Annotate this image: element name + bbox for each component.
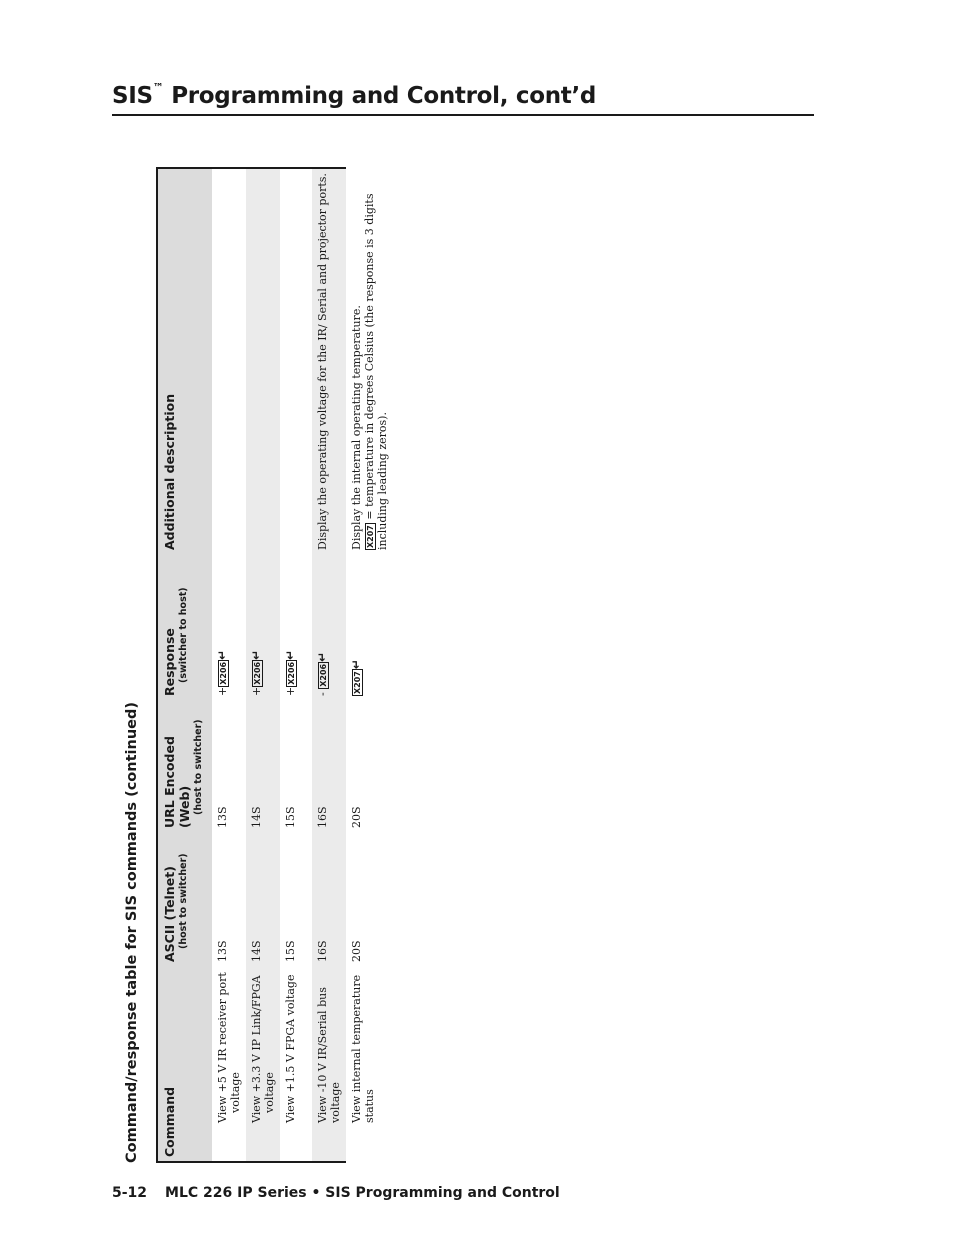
- cell-description: [280, 169, 312, 554]
- cell-ascii: 16S: [312, 832, 346, 966]
- table-caption: Command/response table for SIS commands (continued): [124, 702, 140, 1163]
- cell-response: +X206↵: [215, 649, 229, 696]
- cell-ascii: 13S: [216, 940, 229, 962]
- cell-description: Display the internal operating temperature. X207 = temperature in degrees Celsius (the response is 3 digits including leading zeros).: [350, 193, 389, 550]
- footer-text: MLC 226 IP Series • SIS Programming and Control: [165, 1185, 560, 1201]
- cell-response: - X206↵: [312, 554, 346, 700]
- cell-command: View +1.5 V FPGA voltage: [284, 974, 297, 1123]
- cell-ascii: 20S: [350, 940, 363, 962]
- variable-box: X207: [365, 525, 375, 548]
- cell-url: 20S: [350, 806, 363, 828]
- cell-response: [346, 554, 393, 700]
- cell-description: [212, 169, 246, 554]
- table-header-row: [158, 169, 212, 1161]
- command-table-frame: [156, 167, 389, 1163]
- command-table: [158, 169, 393, 1161]
- cell-response: +X206↵: [283, 649, 297, 696]
- cell-ascii: 15S: [284, 940, 297, 962]
- table-row: [246, 169, 280, 1161]
- variable-box: X206: [318, 663, 328, 687]
- table-row: [346, 169, 393, 1161]
- col-header-response: Response (switcher to host): [158, 554, 212, 700]
- cell-url: 15S: [284, 806, 297, 828]
- cell-url: 13S: [216, 806, 229, 828]
- page-footer: [112, 1185, 560, 1201]
- title-rule: [112, 114, 814, 116]
- col-header-description: Additional description: [158, 169, 212, 554]
- variable-box: X207: [352, 671, 362, 694]
- cell-url: 16S: [312, 700, 346, 832]
- table-row: [212, 169, 246, 1161]
- cell-description: Display the operating voltage for the IR/ Serial and projector ports.: [312, 169, 346, 554]
- cell-ascii: 14S: [246, 832, 280, 966]
- cell-command: View +3.3 V IP Link/FPGA voltage: [246, 966, 280, 1161]
- col-header-command: Command: [158, 966, 212, 1161]
- rotated-table-block: [124, 167, 389, 1163]
- enter-icon: ↵: [215, 649, 229, 660]
- cell-command: View -10 V IR/Serial bus voltage: [312, 966, 346, 1161]
- cell-command: View internal temperature status: [350, 974, 376, 1123]
- page-title: SIS™ Programming and Control, cont’d: [112, 81, 597, 109]
- cell-response: +X206↵: [246, 554, 280, 700]
- enter-icon: ↵: [315, 651, 329, 662]
- variable-box: X206: [286, 661, 296, 685]
- enter-icon: ↵: [249, 649, 263, 660]
- variable-box: X206: [252, 661, 262, 685]
- cell-command: View +5 V IR receiver port voltage: [216, 972, 242, 1123]
- variable-box: X206: [218, 661, 228, 685]
- table-row: [280, 169, 312, 1161]
- enter-icon: ↵: [283, 649, 297, 660]
- enter-icon: ↵: [349, 659, 363, 670]
- cell-description: [246, 169, 280, 554]
- col-header-url: URL Encoded (Web) (host to switcher): [158, 700, 212, 832]
- cell-url: 14S: [246, 700, 280, 832]
- page-number: 5-12: [112, 1185, 148, 1201]
- col-header-ascii: ASCII (Telnet) (host to switcher): [158, 832, 212, 966]
- table-row: [312, 169, 346, 1161]
